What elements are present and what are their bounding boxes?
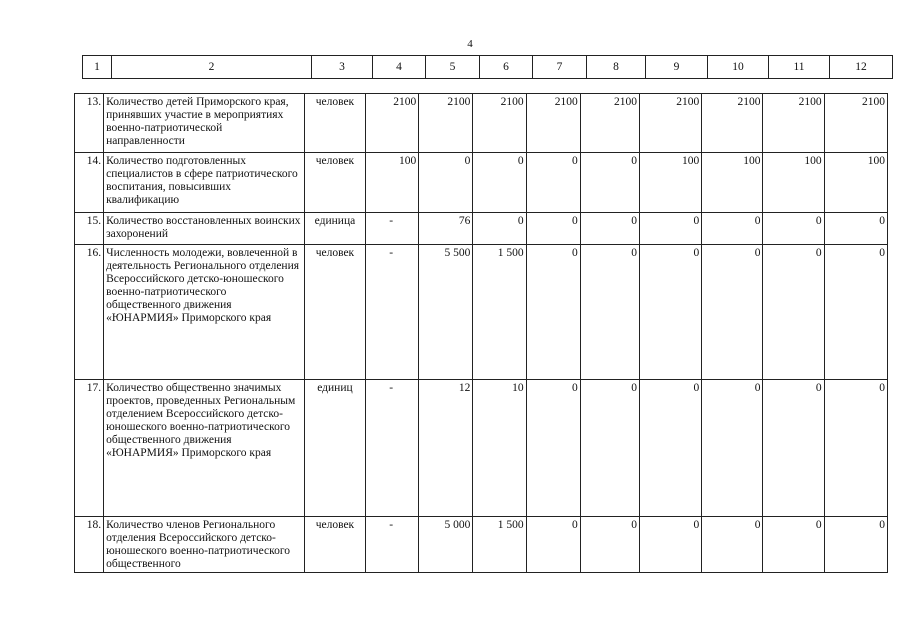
indicator-name: Количество детей Приморского края, принявших участие в мероприятиях военно-патриотической направленности (106, 96, 289, 147)
indicator-name: Количество восстановленных воинских захоронений (106, 215, 301, 240)
indicator-value: - (389, 247, 394, 259)
table-row (75, 245, 888, 380)
indicator-value-cell (366, 213, 419, 245)
header-cell: 12 (830, 56, 893, 79)
indicator-value: 0 (754, 247, 761, 259)
indicator-value: 5 500 (444, 247, 471, 259)
indicator-value-cell (640, 517, 702, 573)
unit-of-measure: человек (315, 96, 355, 108)
indicator-value-cell (763, 153, 824, 213)
row-number-cell (75, 94, 104, 153)
indicator-value-cell (419, 245, 473, 380)
indicator-value-cell (824, 94, 887, 153)
unit-of-measure: единиц (317, 382, 353, 394)
header-cell: 9 (646, 56, 708, 79)
row-number: 16. (86, 247, 102, 259)
indicator-value: 0 (517, 215, 524, 227)
indicator-value-cell (580, 213, 639, 245)
header-cell: 3 (312, 56, 373, 79)
indicator-name: Количество членов Регионального отделения Всероссийского детско-юношеского военно-патриотического общественного (106, 519, 291, 570)
row-number: 14. (86, 155, 102, 167)
row-number-cell (75, 245, 104, 380)
indicator-name: Численность молодежи, вовлеченной в деятельность Регионального отделения Всероссийского детско-юношеского военно-патриотического общественного движения «ЮНАРМИЯ» Приморского края (106, 247, 300, 324)
indicator-value: 2100 (862, 96, 885, 108)
indicator-name-cell (104, 245, 305, 380)
indicator-value-cell (702, 94, 763, 153)
indicator-value: 100 (867, 155, 885, 167)
table-row (75, 517, 888, 573)
header-cell: 10 (708, 56, 769, 79)
indicator-value: 2100 (393, 96, 417, 108)
indicator-value-cell (580, 245, 639, 380)
indicator-value-cell (473, 517, 526, 573)
indicator-value: - (389, 215, 394, 227)
indicator-value-cell (526, 517, 580, 573)
indicator-name-cell (104, 153, 305, 213)
unit-of-measure-cell (304, 94, 365, 153)
indicator-name: Количество общественно значимых проектов, проведенных Региональным отделением Всероссийского детско-юношеского военно-патриотического общественного движения «ЮНАРМИЯ» Приморского края (106, 382, 296, 459)
indicator-value-cell (419, 380, 473, 517)
indicator-value-cell (419, 517, 473, 573)
indicator-value: 0 (815, 519, 822, 531)
indicator-value: 0 (517, 155, 524, 167)
row-number: 13. (86, 96, 102, 108)
indicator-value-cell (702, 153, 763, 213)
indicator-value-cell (419, 153, 473, 213)
indicator-value: 2100 (798, 96, 822, 108)
indicator-value: 0 (631, 155, 637, 167)
unit-of-measure: человек (315, 247, 355, 259)
indicator-value: 0 (572, 155, 578, 167)
indicator-name-cell (104, 94, 305, 153)
indicator-value: 0 (754, 382, 761, 394)
indicator-name-cell (104, 380, 305, 517)
indicator-value: 100 (743, 155, 761, 167)
indicator-value-cell (640, 94, 702, 153)
indicator-value: - (389, 519, 394, 531)
indicator-value-cell (526, 94, 580, 153)
indicator-value-cell (702, 380, 763, 517)
indicator-value: 12 (458, 382, 471, 394)
unit-of-measure: единица (314, 215, 356, 227)
header-cell: 1 (83, 56, 112, 79)
indicator-value: 2100 (447, 96, 471, 108)
indicator-value: - (389, 382, 394, 394)
indicator-value-cell (473, 245, 526, 380)
indicator-value: 0 (572, 247, 578, 259)
header-cell: 11 (769, 56, 830, 79)
row-number-cell (75, 213, 104, 245)
indicator-value-cell (580, 153, 639, 213)
indicator-value: 0 (572, 382, 578, 394)
row-number: 15. (86, 215, 102, 227)
unit-of-measure: человек (315, 519, 355, 531)
indicator-name-cell (104, 213, 305, 245)
indicator-value-cell (824, 517, 887, 573)
indicator-value-cell (702, 517, 763, 573)
indicator-value: 76 (458, 215, 471, 227)
indicator-value-cell (366, 94, 419, 153)
indicator-value-cell (526, 245, 580, 380)
indicator-value: 0 (631, 247, 637, 259)
indicator-value: 0 (879, 519, 885, 531)
indicator-value-cell (824, 245, 887, 380)
indicator-value: 0 (693, 382, 700, 394)
indicator-value-cell (580, 94, 639, 153)
indicator-value: 1 500 (497, 247, 524, 259)
indicator-value-cell (526, 380, 580, 517)
header-cell: 8 (587, 56, 646, 79)
unit-of-measure-cell (304, 213, 365, 245)
indicator-value: 0 (693, 519, 700, 531)
indicator-name-cell (104, 517, 305, 573)
indicator-value-cell (763, 245, 824, 380)
header-cell: 4 (373, 56, 426, 79)
indicator-value-cell (824, 213, 887, 245)
row-number-cell (75, 380, 104, 517)
indicator-value: 2100 (554, 96, 578, 108)
indicator-value-cell (763, 213, 824, 245)
indicator-value: 0 (464, 155, 471, 167)
indicator-value-cell (526, 213, 580, 245)
indicators-table (74, 93, 888, 573)
indicator-value: 2100 (500, 96, 524, 108)
indicator-value: 0 (631, 519, 637, 531)
indicator-value: 0 (572, 215, 578, 227)
indicator-value-cell (366, 153, 419, 213)
indicator-value: 5 000 (444, 519, 471, 531)
indicator-value-cell (824, 380, 887, 517)
indicator-value-cell (702, 213, 763, 245)
indicator-value: 0 (815, 382, 822, 394)
indicator-value: 100 (681, 155, 700, 167)
indicator-value-cell (580, 380, 639, 517)
indicator-value-cell (702, 245, 763, 380)
indicator-value: 0 (754, 519, 761, 531)
indicator-value: 0 (815, 215, 822, 227)
indicator-value-cell (419, 94, 473, 153)
indicator-value-cell (526, 153, 580, 213)
indicator-value: 100 (804, 155, 822, 167)
unit-of-measure-cell (304, 245, 365, 380)
indicator-value-cell (366, 245, 419, 380)
unit-of-measure-cell (304, 380, 365, 517)
indicator-value: 0 (631, 215, 637, 227)
indicator-value-cell (824, 153, 887, 213)
indicator-value-cell (473, 94, 526, 153)
column-number-header (82, 55, 893, 79)
indicator-value: 0 (631, 382, 637, 394)
indicator-value-cell (473, 213, 526, 245)
indicator-value-cell (366, 517, 419, 573)
indicator-value: 0 (879, 215, 885, 227)
indicator-value-cell (473, 153, 526, 213)
indicator-value: 2100 (614, 96, 637, 108)
row-number: 18. (86, 519, 102, 531)
row-number-cell (75, 517, 104, 573)
indicator-value: 10 (512, 382, 524, 394)
table-row (75, 153, 888, 213)
indicator-value: 1 500 (497, 519, 524, 531)
header-cell: 7 (533, 56, 587, 79)
indicator-value-cell (473, 380, 526, 517)
indicator-value: 0 (815, 247, 822, 259)
header-cell: 6 (480, 56, 533, 79)
indicator-value: 100 (398, 155, 417, 167)
header-row (83, 56, 893, 79)
row-number: 17. (86, 382, 102, 394)
page-number: 4 (467, 38, 473, 50)
unit-of-measure: человек (315, 155, 355, 167)
unit-of-measure-cell (304, 153, 365, 213)
indicator-value-cell (763, 380, 824, 517)
row-number-cell (75, 153, 104, 213)
header-cell: 5 (426, 56, 480, 79)
table-row (75, 94, 888, 153)
indicator-value-cell (419, 213, 473, 245)
indicator-value: 2100 (676, 96, 700, 108)
indicator-value-cell (640, 245, 702, 380)
indicator-value: 0 (693, 247, 700, 259)
unit-of-measure-cell (304, 517, 365, 573)
table-row (75, 213, 888, 245)
indicator-value: 0 (572, 519, 578, 531)
table-row (75, 380, 888, 517)
indicator-value-cell (640, 213, 702, 245)
indicator-value-cell (763, 94, 824, 153)
indicator-value: 2100 (737, 96, 761, 108)
indicator-value: 0 (693, 215, 700, 227)
indicator-value: 0 (879, 247, 885, 259)
indicator-value-cell (763, 517, 824, 573)
indicator-value-cell (580, 517, 639, 573)
header-cell: 2 (112, 56, 312, 79)
indicator-value: 0 (879, 382, 885, 394)
indicator-name: Количество подготовленных специалистов в сфере патриотического воспитания, повысивших квалификацию (106, 155, 298, 206)
indicator-value-cell (366, 380, 419, 517)
indicator-value-cell (640, 153, 702, 213)
indicator-value-cell (640, 380, 702, 517)
indicator-value: 0 (754, 215, 761, 227)
